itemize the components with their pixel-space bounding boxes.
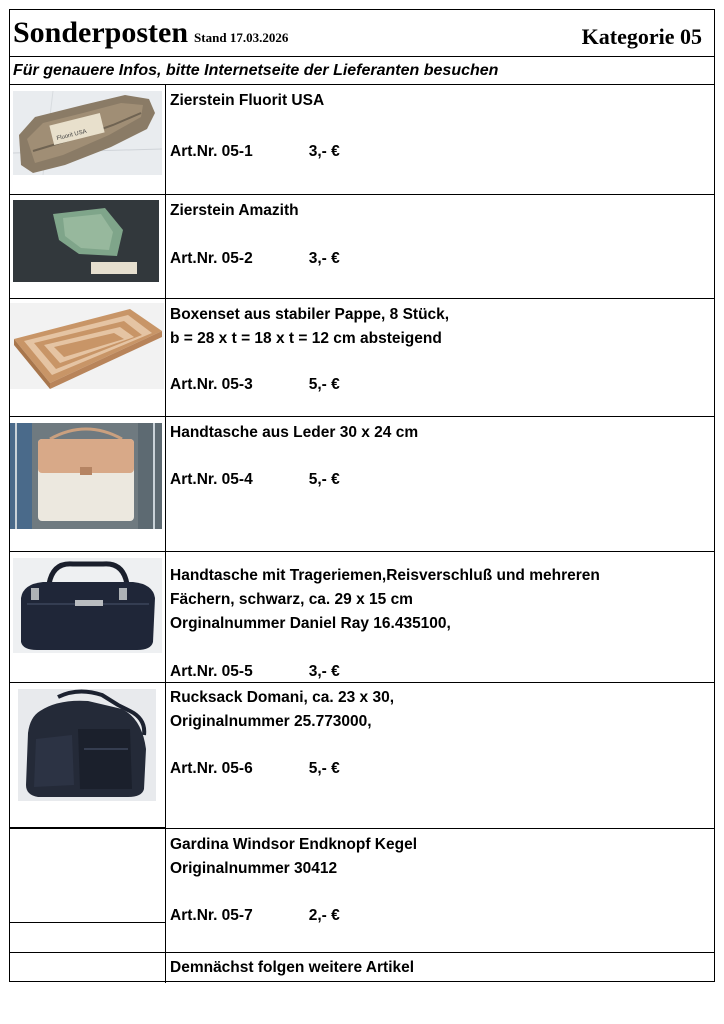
stand-date: Stand 17.03.2026 (194, 30, 289, 45)
item-text (170, 552, 712, 682)
item-name: Handtasche aus Leder 30 x 24 cm (170, 424, 419, 441)
item-text (170, 85, 712, 194)
item-row-4 (10, 417, 714, 552)
item-article (170, 140, 340, 164)
fluorite-tag-text: Fluorit USA (56, 128, 88, 143)
backpack-photo (18, 689, 156, 801)
item-article (170, 660, 340, 684)
item-text (170, 195, 712, 298)
item-article (170, 247, 340, 271)
item-name-line-2: Fächern, schwarz, ca. 29 x 15 cm (170, 591, 413, 608)
article-number: Art.Nr. 05-1 (170, 143, 253, 160)
category-label: Kategorie 05 (581, 24, 702, 49)
item-text (170, 299, 712, 416)
item-article (170, 373, 340, 397)
leather-handbag-photo (10, 423, 162, 529)
item-image-cell (10, 299, 166, 416)
black-handbag-photo (13, 558, 162, 653)
item-row-6 (10, 683, 714, 829)
item-image-cell (10, 85, 166, 194)
item-price: 5,- € (308, 471, 340, 488)
item-row-5 (10, 552, 714, 683)
item-name-line-3: Orginalnummer Daniel Ray 16.435100, (170, 615, 451, 632)
image-cell-divider (10, 922, 165, 923)
article-number: Art.Nr. 05-4 (170, 471, 253, 488)
item-text (170, 417, 712, 551)
footer-row (10, 953, 714, 983)
item-name-line-1: Gardina Windsor Endknopf Kegel (170, 836, 418, 853)
price-list-sheet (9, 9, 715, 982)
item-name: Zierstein Amazith (170, 202, 299, 219)
item-row-2 (10, 195, 714, 299)
article-number: Art.Nr. 05-7 (170, 907, 253, 924)
item-row-7 (10, 829, 714, 953)
item-price: 3,- € (308, 143, 340, 160)
footer-text: Demnächst folgen weitere Artikel (170, 959, 415, 976)
item-image-cell (10, 829, 166, 952)
item-price: 3,- € (308, 663, 340, 680)
item-image-cell (10, 552, 166, 682)
item-image-cell (10, 417, 166, 551)
header (10, 10, 714, 57)
title-text: Sonderposten (13, 16, 189, 49)
item-name: Zierstein Fluorit USA (170, 92, 325, 109)
item-text (170, 829, 712, 952)
item-name-line-2: Originalnummer 30412 (170, 860, 338, 877)
item-name-line-2: Originalnummer 25.773000, (170, 713, 372, 730)
item-price: 2,- € (308, 907, 340, 924)
article-number: Art.Nr. 05-5 (170, 663, 253, 680)
item-row-3 (10, 299, 714, 417)
page-title (13, 16, 288, 55)
item-article (170, 468, 340, 492)
item-name-line-1: Boxenset aus stabiler Pappe, 8 Stück, (170, 306, 450, 323)
box-set-photo (10, 303, 164, 389)
item-price: 5,- € (308, 376, 340, 393)
item-text (170, 683, 712, 828)
supplier-note: Für genauere Infos, bitte Internetseite der Lieferanten besuchen (10, 57, 714, 85)
article-number: Art.Nr. 05-3 (170, 376, 253, 393)
item-article (170, 757, 340, 781)
item-name-line-1: Handtasche mit Trageriemen,Reisverschluß und mehreren (170, 567, 600, 584)
item-price: 5,- € (308, 760, 340, 777)
item-name-line-1: Rucksack Domani, ca. 23 x 30, (170, 689, 395, 706)
footer-empty-cell (10, 953, 166, 983)
item-image-cell (10, 195, 166, 298)
item-price: 3,- € (308, 250, 340, 267)
item-name-line-2: b = 28 x t = 18 x t = 12 cm absteigend (170, 330, 442, 347)
item-image-cell (10, 683, 166, 828)
article-number: Art.Nr. 05-2 (170, 250, 253, 267)
fluorite-stone-photo (13, 91, 162, 175)
article-number: Art.Nr. 05-6 (170, 760, 253, 777)
item-article (170, 904, 340, 928)
item-row-1 (10, 85, 714, 195)
amazonite-stone-photo (13, 200, 159, 282)
